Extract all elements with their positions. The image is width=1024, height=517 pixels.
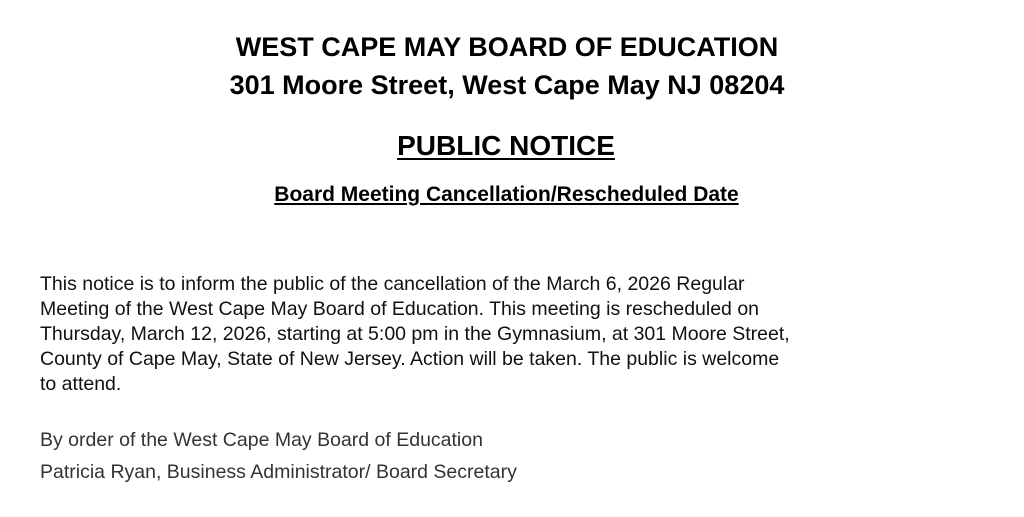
signoff-order-line: By order of the West Cape May Board of Education bbox=[40, 429, 483, 451]
notice-title: PUBLIC NOTICE bbox=[397, 130, 615, 161]
notice-body-line: This notice is to inform the public of the cancellation of the March 6, 2026 Regular bbox=[40, 273, 745, 295]
notice-body-line: Thursday, March 12, 2026, starting at 5:00 pm in the Gymnasium, at 301 Moore Street, bbox=[40, 323, 790, 345]
notice-subtitle: Board Meeting Cancellation/Rescheduled Date bbox=[274, 183, 739, 206]
notice-body-line: to attend. bbox=[40, 373, 122, 395]
organization-address: 301 Moore Street, West Cape May NJ 08204 bbox=[229, 70, 785, 100]
organization-name: WEST CAPE MAY BOARD OF EDUCATION bbox=[235, 32, 779, 62]
notice-body bbox=[40, 272, 980, 397]
notice-body-line: County of Cape May, State of New Jersey. Action will be taken. The public is welcome bbox=[40, 348, 780, 370]
signoff-signatory-line: Patricia Ryan, Business Administrator/ Board Secretary bbox=[40, 461, 517, 483]
notice-body-line: Meeting of the West Cape May Board of Education. This meeting is rescheduled on bbox=[40, 298, 760, 320]
